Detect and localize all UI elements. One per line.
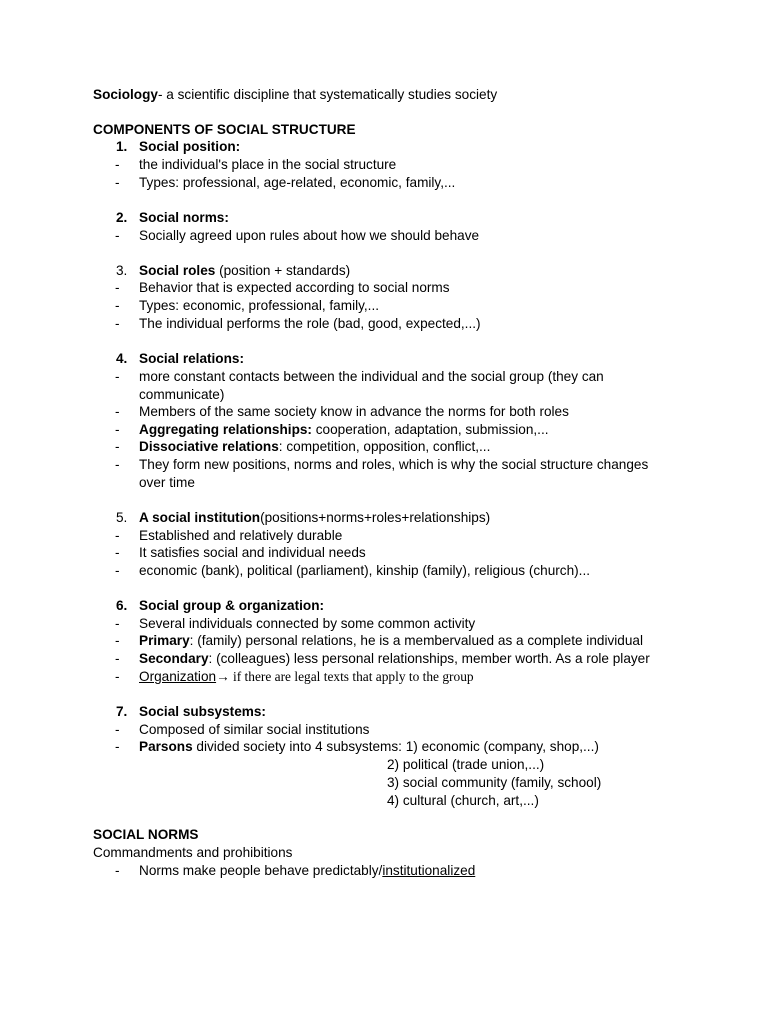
section-title: Social subsystems: xyxy=(139,704,266,719)
components-heading: COMPONENTS OF SOCIAL STRUCTURE xyxy=(93,122,356,137)
bullet-rest: if there are legal texts that apply to the group xyxy=(229,669,474,684)
organization-link[interactable]: Organization xyxy=(139,669,217,684)
bullet-text: Members of the same society know in advance the norms for both roles xyxy=(139,404,569,419)
bullet-dash: - xyxy=(115,369,120,384)
institutionalized-link[interactable]: institutionalized xyxy=(382,863,476,878)
section-number: 6. xyxy=(116,598,128,613)
section-title: A social institution xyxy=(139,510,261,525)
bullet-text xyxy=(139,862,475,880)
bullet-dash: - xyxy=(115,616,120,631)
bullet-bold: Dissociative relations xyxy=(139,439,279,454)
bullet-text xyxy=(139,421,549,439)
definition-text: - a scientific discipline that systematically studies society xyxy=(157,87,498,102)
bullet-text-continued: communicate) xyxy=(139,387,225,402)
bullet-dash: - xyxy=(115,228,120,243)
bullet-rest: divided society into 4 subsystems: 1) economic (company, shop,...) xyxy=(192,739,599,754)
bullet-dash: - xyxy=(115,316,120,331)
bullet-bold: Parsons xyxy=(139,739,193,754)
bullet-text: Several individuals connected by some common activity xyxy=(139,616,476,631)
section-number: 5. xyxy=(116,510,128,525)
definition-line xyxy=(93,86,497,104)
bullet-dash: - xyxy=(115,175,120,190)
bullet-text xyxy=(139,668,474,686)
bullet-dash: - xyxy=(115,563,120,578)
bullet-text: Types: professional, age-related, economic, family,... xyxy=(139,175,456,190)
bullet-dash: - xyxy=(115,651,120,666)
bullet-dash: - xyxy=(115,633,120,648)
section-title: Social relations: xyxy=(139,351,245,366)
bullet-text xyxy=(139,438,490,456)
definition-term: Sociology xyxy=(93,87,158,102)
bullet-text: They form new positions, norms and roles, which is why the social structure changes xyxy=(139,457,649,472)
section-title-line xyxy=(139,509,490,527)
section-title: Social group & organization: xyxy=(139,598,325,613)
bullet-dash: - xyxy=(115,280,120,295)
bullet-text: Behavior that is expected according to social norms xyxy=(139,280,450,295)
bullet-text-continued: over time xyxy=(139,475,195,490)
bullet-text: Composed of similar social institutions xyxy=(139,722,370,737)
section-number: 3. xyxy=(116,263,128,278)
arrow-icon: → xyxy=(216,669,230,684)
bullet-text xyxy=(139,738,599,756)
bullet-dash: - xyxy=(115,404,120,419)
section-number: 2. xyxy=(116,210,128,225)
bullet-text: the individual's place in the social structure xyxy=(139,157,397,172)
section-number: 7. xyxy=(116,704,128,719)
bullet-rest: cooperation, adaptation, submission,... xyxy=(311,422,549,437)
bullet-text: It satisfies social and individual needs xyxy=(139,545,366,560)
subsystem-item: 4) cultural (church, art,...) xyxy=(387,793,539,808)
section-title: Social norms: xyxy=(139,210,229,225)
social-norms-subtitle: Commandments and prohibitions xyxy=(93,845,293,860)
bullet-text xyxy=(139,650,650,668)
section-number: 1. xyxy=(116,139,128,154)
section-title-line xyxy=(139,262,350,280)
bullet-dash: - xyxy=(115,669,120,684)
bullet-dash: - xyxy=(115,528,120,543)
section-title-suffix: (positions+norms+roles+relationships) xyxy=(260,510,491,525)
bullet-rest: : (colleagues) less personal relationships, member worth. As a role player xyxy=(208,651,650,666)
bullet-text xyxy=(139,632,643,650)
section-title-suffix: (position + standards) xyxy=(215,263,351,278)
bullet-bold: Aggregating relationships: xyxy=(139,422,312,437)
bullet-dash: - xyxy=(115,863,120,878)
bullet-text: economic (bank), political (parliament), kinship (family), religious (church)... xyxy=(139,563,591,578)
bullet-dash: - xyxy=(115,739,120,754)
bullet-dash: - xyxy=(115,298,120,313)
bullet-rest: : competition, opposition, conflict,... xyxy=(278,439,491,454)
subsystem-item: 2) political (trade union,...) xyxy=(387,757,545,772)
bullet-text: more constant contacts between the individual and the social group (they can xyxy=(139,369,604,384)
bullet-bold: Secondary xyxy=(139,651,209,666)
bullet-rest: Norms make people behave predictably/ xyxy=(139,863,383,878)
section-number: 4. xyxy=(116,351,128,366)
bullet-text: Types: economic, professional, family,... xyxy=(139,298,380,313)
bullet-rest: : (family) personal relations, he is a membervalued as a complete individual xyxy=(189,633,643,648)
bullet-text: The individual performs the role (bad, good, expected,...) xyxy=(139,316,481,331)
section-title: Social position: xyxy=(139,139,241,154)
subsystem-item: 3) social community (family, school) xyxy=(387,775,602,790)
bullet-text: Established and relatively durable xyxy=(139,528,343,543)
social-norms-heading: SOCIAL NORMS xyxy=(93,827,199,842)
bullet-bold: Primary xyxy=(139,633,190,648)
bullet-text: Socially agreed upon rules about how we should behave xyxy=(139,228,480,243)
bullet-dash: - xyxy=(115,439,120,454)
section-title: Social roles xyxy=(139,263,216,278)
bullet-dash: - xyxy=(115,457,120,472)
bullet-dash: - xyxy=(115,545,120,560)
bullet-dash: - xyxy=(115,422,120,437)
bullet-dash: - xyxy=(115,722,120,737)
bullet-dash: - xyxy=(115,157,120,172)
